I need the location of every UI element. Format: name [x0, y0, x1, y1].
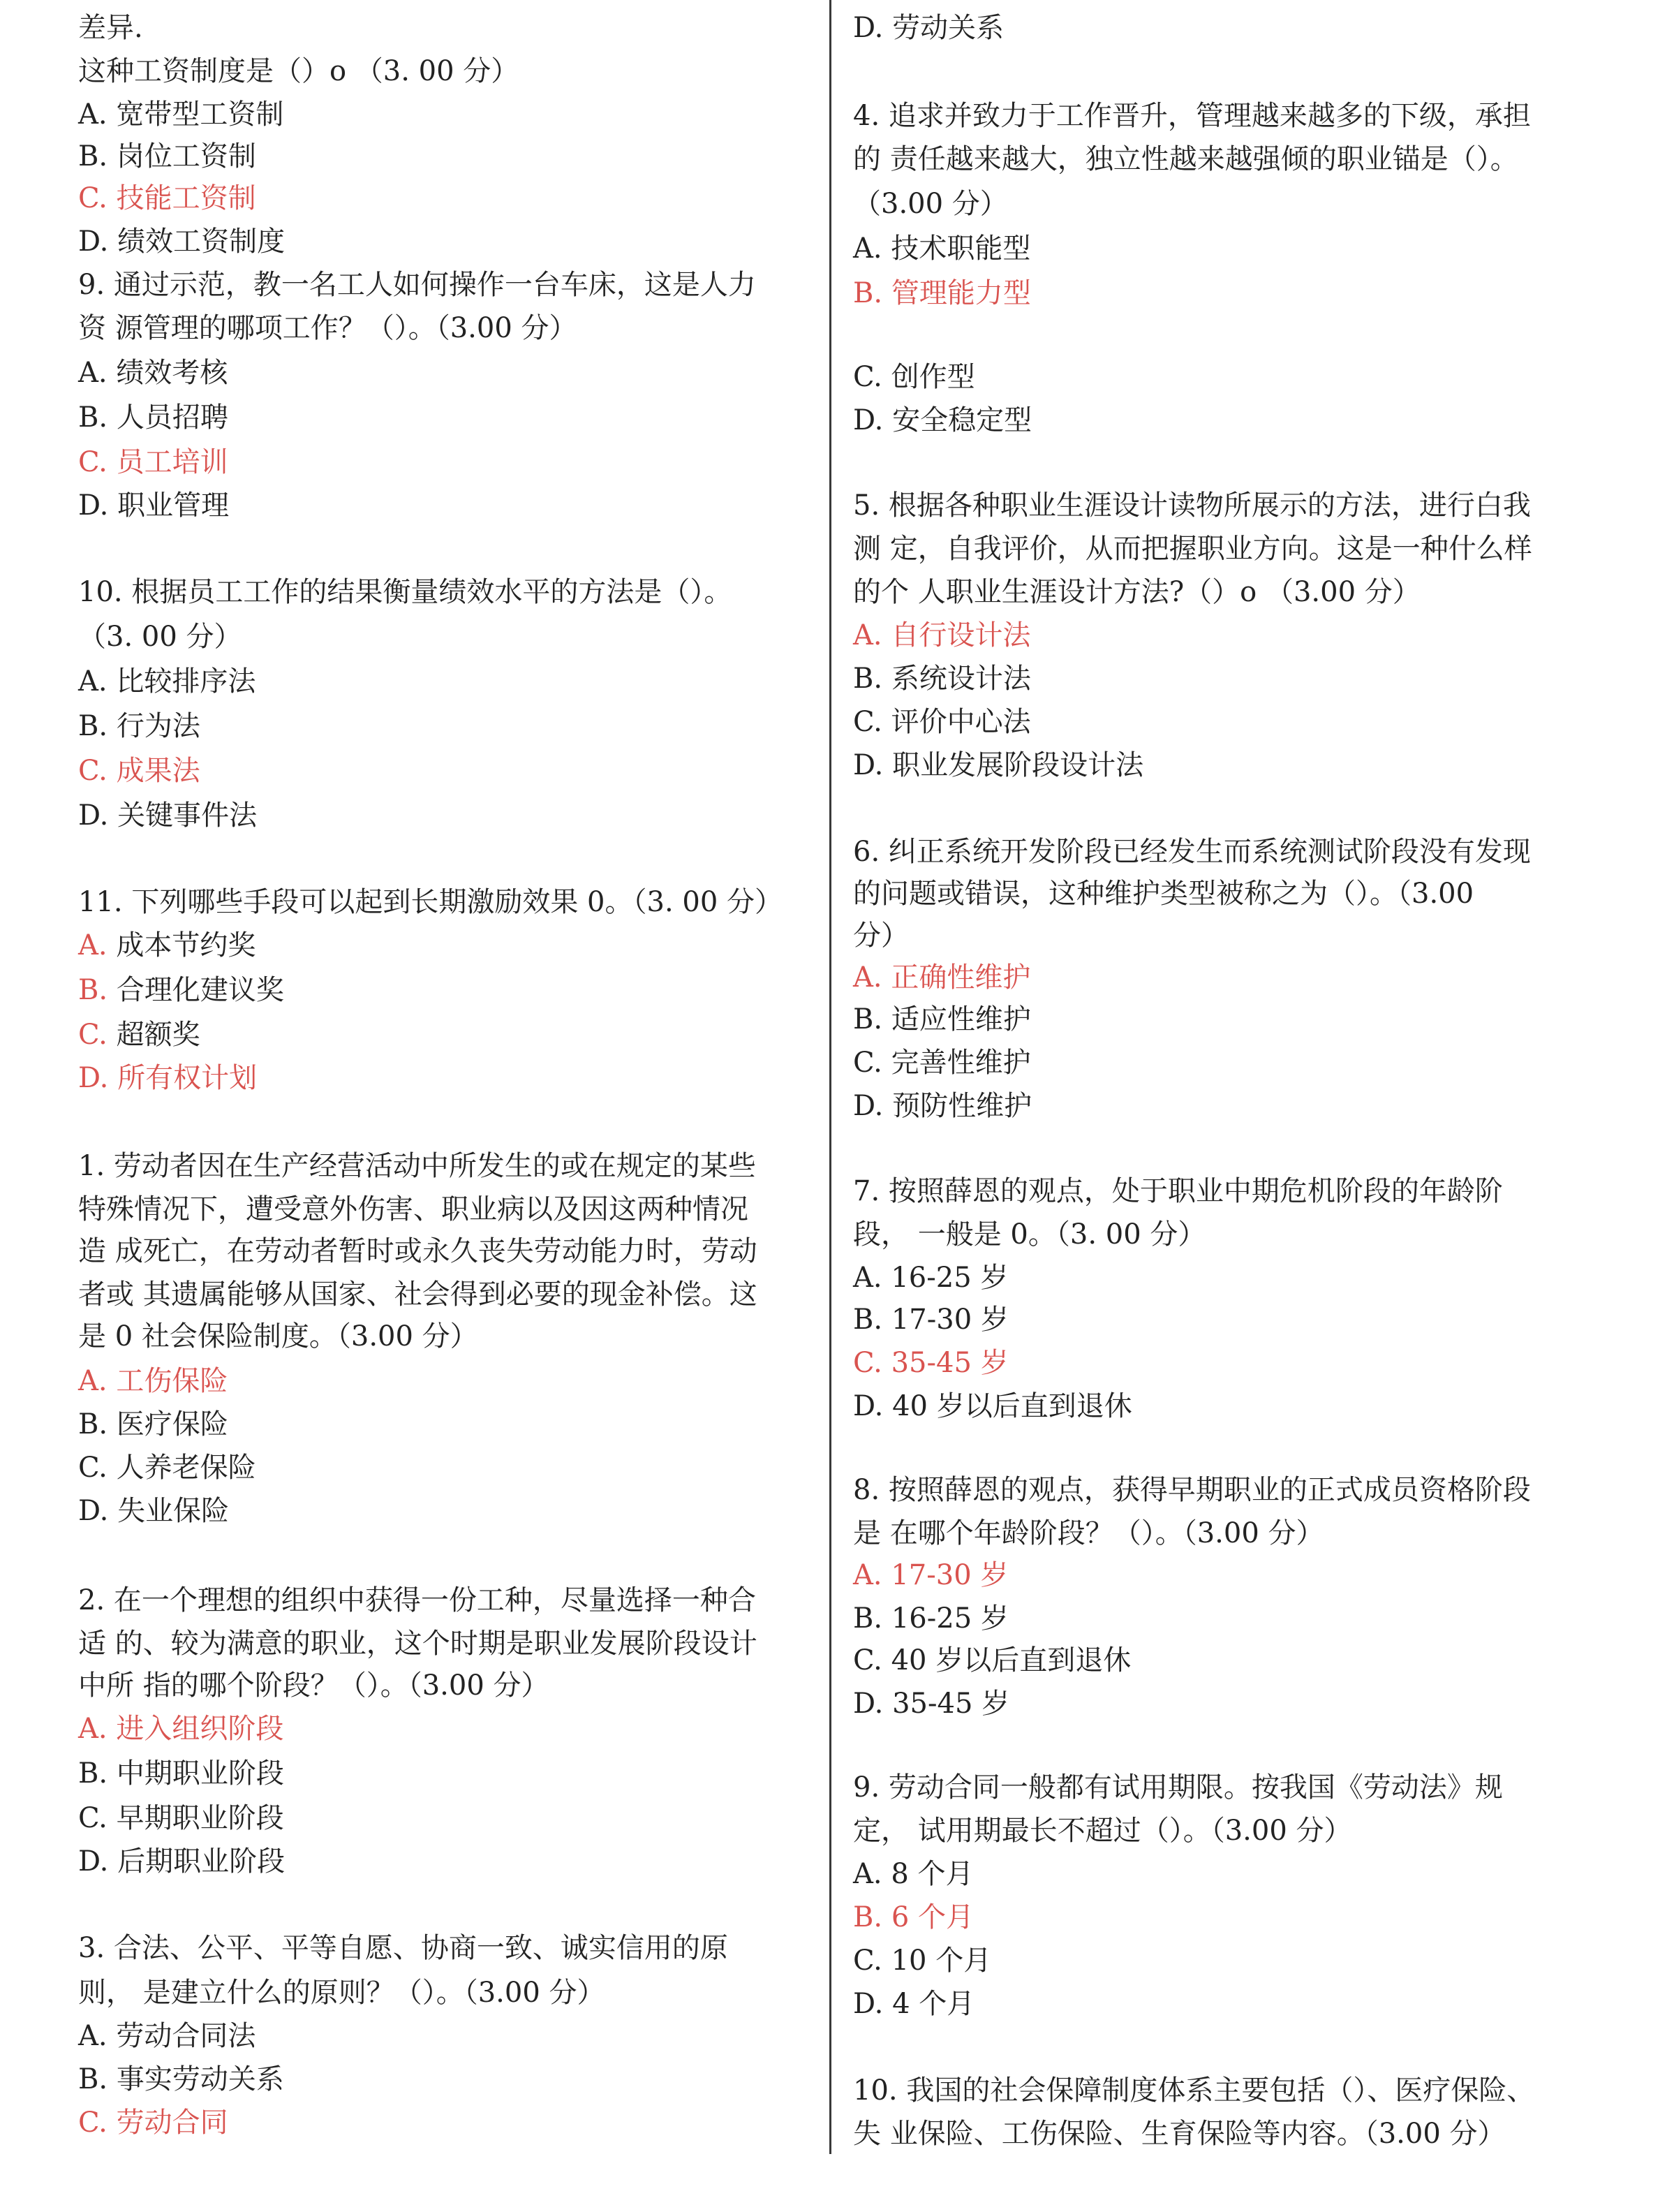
answer-option: [853, 1089, 1032, 1123]
answer-option: [78, 973, 284, 1007]
line-text: 9. 劳动合同一般都有试用期限。按我国《劳动法》规: [853, 1771, 1503, 1804]
line-text: 10. 我国的社会保障制度体系主要包括（）、医疗保险、: [853, 2074, 1535, 2107]
option-letter: B.: [78, 140, 117, 172]
line-text: 差异.: [78, 12, 143, 44]
option-text: 系统设计法: [891, 663, 1031, 695]
column-divider: [829, 0, 831, 2154]
option-text: 管理能力型: [891, 277, 1031, 309]
option-text: 比较排序法: [116, 665, 256, 698]
answer-option: [78, 665, 255, 698]
line-text: 5. 根据各种职业生涯设计读物所展示的方法，进行白我: [853, 489, 1531, 522]
option-text: 完善性维护: [891, 1047, 1031, 1079]
question-text: [78, 268, 756, 302]
answer-option: [78, 2019, 255, 2053]
line-text: 中所 指的哪个阶段？（）。（3.00 分）: [78, 1669, 549, 1702]
option-text: 关键事件法: [117, 799, 258, 832]
option-text: 绩效考核: [116, 357, 228, 389]
answer-option: [78, 1494, 229, 1528]
answer-option: [853, 1303, 1009, 1336]
option-letter: A.: [853, 233, 891, 265]
option-letter: A.: [78, 1713, 117, 1745]
question-text: [78, 311, 577, 345]
answer-option: [78, 1364, 228, 1398]
option-text: 预防性维护: [892, 1090, 1032, 1122]
option-letter: D.: [853, 12, 893, 44]
option-text: 早期职业阶段: [116, 1802, 284, 1834]
answer-option: [78, 2106, 228, 2139]
answer-option: [78, 356, 228, 390]
option-letter: D.: [853, 1390, 893, 1422]
line-text: 3. 合法、公平、平等自愿、协商一致、诚实信用的原: [78, 1932, 728, 1964]
answer-option: [78, 182, 256, 215]
line-text: 是 在哪个年龄阶段？（）。（3.00 分）: [853, 1517, 1324, 1549]
option-letter: B.: [853, 1003, 891, 1035]
answer-option: [853, 705, 1031, 739]
line-text: 定， 试用期最长不超过（）。（3.00 分）: [853, 1815, 1352, 1847]
line-text: 则， 是建立什么的原则？（）。（3.00 分）: [78, 1977, 605, 2009]
answer-option: [78, 1845, 285, 1878]
option-text: 8 个月: [891, 1858, 974, 1890]
option-text: 人养老保险: [116, 1452, 256, 1484]
option-text: 自行设计法: [891, 619, 1031, 651]
question-text: [853, 2074, 1534, 2107]
option-text: 合理化建议奖: [116, 974, 284, 1006]
option-text: 中期职业阶段: [116, 1757, 284, 1790]
line-text: 的 责任越来越大，独立性越来越强倾的职业锚是（）。: [853, 143, 1518, 175]
line-text: 10. 根据员工工作的结果衡量绩效水平的方法是（）。: [78, 576, 732, 608]
question-text: [78, 1931, 728, 1965]
line-text: 8. 按照薛恩的观点，获得早期职业的正式成员资格阶段: [853, 1474, 1531, 1506]
line-text: 资 源管理的哪项工作？（）。（3.00 分）: [78, 312, 577, 344]
option-letter: D.: [78, 1062, 118, 1094]
answer-option: [853, 360, 975, 394]
option-letter: D.: [853, 404, 893, 436]
answer-option: [853, 1987, 975, 2021]
answer-option: [853, 11, 1004, 45]
option-letter: C.: [853, 706, 891, 738]
option-text: 后期职业阶段: [117, 1845, 286, 1878]
option-letter: A.: [853, 961, 891, 994]
answer-option: [853, 1857, 974, 1891]
question-text: [853, 532, 1532, 566]
line-text: 11. 下列哪些手段可以起到长期激励效果 0。（3. 00 分）: [78, 886, 783, 918]
option-letter: D.: [853, 1688, 893, 1720]
option-letter: C.: [853, 1047, 891, 1079]
option-text: 17-30 岁: [891, 1304, 1009, 1336]
option-letter: A.: [78, 1365, 117, 1397]
question-text: [853, 1517, 1324, 1550]
question-text: [853, 489, 1531, 522]
answer-option: [78, 445, 228, 479]
option-letter: C.: [853, 361, 891, 393]
option-letter: A.: [78, 357, 117, 389]
question-text: [853, 1218, 1206, 1251]
option-text: 16-25 岁: [891, 1602, 1009, 1635]
line-text: 2. 在一个理想的组织中获得一份工种，尽量选择一种合: [78, 1584, 756, 1616]
line-text: （3.00 分）: [853, 188, 1008, 220]
answer-option: [853, 232, 1030, 265]
line-text: 段， 一般是 0。（3. 00 分）: [853, 1218, 1206, 1251]
option-text: 技术职能型: [891, 233, 1031, 265]
option-letter: C.: [78, 755, 117, 787]
answer-option: [78, 1451, 256, 1484]
option-text: 技能工资制: [116, 182, 256, 214]
answer-option: [853, 619, 1030, 652]
question-text: [853, 1473, 1531, 1507]
option-text: 适应性维护: [891, 1003, 1031, 1035]
answer-option: [853, 1389, 1132, 1423]
line-text: 失 业保险、工伤保险、生育保险等内容。（3.00 分）: [853, 2118, 1506, 2150]
answer-option: [78, 1018, 200, 1052]
option-letter: B.: [78, 974, 117, 1006]
option-text: 医疗保险: [116, 1408, 228, 1440]
answer-option: [853, 1944, 991, 1977]
option-letter: B.: [78, 2063, 117, 2095]
option-letter: D.: [78, 226, 118, 258]
option-text: 事实劳动关系: [116, 2063, 284, 2095]
option-text: 安全稳定型: [892, 404, 1032, 436]
answer-option: [78, 1757, 284, 1790]
answer-option: [78, 225, 285, 258]
option-letter: D.: [853, 1988, 893, 2020]
option-letter: A.: [78, 2020, 117, 2052]
option-text: 超额奖: [116, 1019, 200, 1051]
option-text: 行为法: [116, 710, 200, 742]
question-text: [78, 1234, 757, 1268]
option-letter: C.: [78, 182, 117, 214]
answer-option: [78, 1801, 284, 1835]
answer-option: [78, 929, 255, 962]
answer-option: [78, 489, 229, 522]
option-text: 员工培训: [116, 446, 228, 478]
option-text: 成本节约奖: [116, 929, 256, 961]
option-text: 10 个月: [891, 1945, 992, 1977]
option-text: 35-45 岁: [892, 1688, 1010, 1720]
answer-option: [78, 1061, 257, 1095]
question-text: [853, 919, 909, 952]
question-text: [853, 575, 1421, 609]
line-text: 这种工资制度是（）o （3. 00 分）: [78, 55, 519, 87]
option-letter: C.: [78, 1802, 117, 1834]
line-text: 是 0 社会保险制度。（3.00 分）: [78, 1320, 478, 1352]
option-letter: B.: [78, 1757, 117, 1790]
answer-option: [78, 98, 283, 131]
option-text: 17-30 岁: [891, 1559, 1009, 1591]
question-text: [78, 54, 519, 88]
option-letter: B.: [853, 277, 891, 309]
answer-option: [853, 1346, 1009, 1380]
question-text: [78, 1278, 757, 1311]
option-text: 宽带型工资制: [116, 98, 284, 131]
answer-option: [78, 401, 228, 434]
answer-option: [78, 2063, 284, 2096]
option-letter: B.: [853, 1901, 891, 1933]
option-letter: A.: [78, 98, 117, 131]
answer-option: [853, 1687, 1009, 1720]
line-text: 7. 按照薛恩的观点，处于职业中期危机阶段的年龄阶: [853, 1175, 1503, 1207]
option-letter: C.: [78, 1452, 117, 1484]
question-text: [853, 99, 1531, 133]
option-letter: D.: [78, 1845, 118, 1878]
line-text: 1. 劳动者因在生产经营活动中所发生的或在规定的某些: [78, 1150, 756, 1182]
question-text: [78, 620, 242, 654]
option-text: 进入组织阶段: [116, 1713, 284, 1745]
answer-option: [853, 961, 1030, 994]
question-text: [853, 187, 1008, 221]
line-text: 的个 人职业生涯设计方法?（）o （3.00 分）: [853, 576, 1421, 608]
option-text: 职业发展阶段设计法: [892, 749, 1144, 781]
line-text: 9. 通过示范，教一名工人如何操作一台车床，这是人力: [78, 269, 756, 301]
option-letter: A.: [853, 1559, 891, 1591]
option-letter: A.: [853, 1858, 891, 1890]
answer-option: [853, 1261, 1008, 1295]
question-text: [853, 877, 1474, 910]
option-text: 所有权计划: [117, 1062, 258, 1094]
option-text: 职业管理: [117, 489, 230, 522]
question-text: [853, 1814, 1352, 1848]
option-letter: B.: [853, 1602, 891, 1635]
question-text: [78, 575, 732, 609]
option-text: 6 个月: [891, 1901, 974, 1933]
option-letter: B.: [853, 1304, 891, 1336]
option-text: 劳动合同: [116, 2107, 228, 2139]
option-letter: D.: [853, 1090, 893, 1122]
option-letter: C.: [853, 1945, 891, 1977]
option-text: 岗位工资制: [116, 140, 256, 172]
answer-option: [78, 754, 200, 788]
option-letter: A.: [853, 619, 891, 651]
option-letter: D.: [78, 1495, 118, 1527]
option-text: 4 个月: [892, 1988, 975, 2020]
option-text: 绩效工资制度: [117, 226, 286, 258]
question-text: [78, 1976, 605, 2010]
answer-option: [78, 799, 257, 832]
option-letter: A.: [78, 929, 117, 961]
question-text: [853, 1771, 1503, 1804]
question-text: [78, 1193, 748, 1226]
option-text: 人员招聘: [116, 401, 228, 434]
option-text: 成果法: [116, 755, 200, 787]
option-text: 正确性维护: [891, 961, 1031, 994]
option-letter: A.: [78, 665, 117, 698]
option-text: 40 岁以后直到退休: [892, 1390, 1132, 1422]
answer-option: [853, 1644, 1131, 1677]
option-text: 劳动合同法: [116, 2020, 256, 2052]
option-text: 35-45 岁: [891, 1347, 1009, 1379]
answer-option: [78, 709, 200, 743]
option-letter: A.: [853, 1262, 891, 1294]
line-text: 6. 纠正系统开发阶段已经发生而系统测试阶段没有发现: [853, 836, 1531, 868]
answer-option: [853, 1558, 1008, 1592]
option-letter: B.: [78, 710, 117, 742]
option-text: 16-25 岁: [891, 1262, 1009, 1294]
line-text: 测 定，自我评价，从而把握职业方向。这是一种什么样: [853, 533, 1532, 565]
answer-option: [78, 140, 256, 173]
question-text: [853, 835, 1531, 869]
answer-option: [853, 1046, 1031, 1079]
option-text: 工伤保险: [116, 1365, 228, 1397]
line-text: 的问题或错误，这种维护类型被称之为（）。（3.00: [853, 878, 1474, 910]
answer-option: [853, 749, 1143, 782]
question-text: [78, 1149, 756, 1183]
question-text: [78, 11, 143, 45]
line-text: 适 的、较为满意的职业，这个时期是职业发展阶段设计: [78, 1628, 757, 1660]
option-letter: B.: [78, 1408, 117, 1440]
answer-option: [853, 276, 1031, 310]
answer-option: [853, 404, 1032, 437]
option-letter: C.: [78, 1019, 117, 1051]
question-text: [853, 142, 1518, 176]
option-letter: C.: [78, 2107, 117, 2139]
option-text: 创作型: [891, 361, 975, 393]
answer-option: [78, 1712, 283, 1746]
answer-option: [853, 1901, 974, 1934]
line-text: 者或 其遗属能够从国家、社会得到必要的现金补偿。这: [78, 1278, 757, 1311]
answer-option: [853, 1602, 1009, 1635]
question-text: [78, 1669, 549, 1702]
option-letter: D.: [853, 749, 893, 781]
option-letter: D.: [78, 489, 118, 522]
line-text: 4. 追求并致力于工作晋升，管理越来越多的下级，承担: [853, 100, 1531, 132]
option-text: 劳动关系: [892, 12, 1005, 44]
line-text: 造 成死亡，在劳动者暂时或永久丧失劳动能力时，劳动: [78, 1235, 757, 1267]
option-letter: B.: [853, 663, 891, 695]
option-letter: C.: [853, 1644, 891, 1676]
question-text: [853, 1174, 1503, 1208]
answer-option: [78, 1408, 228, 1441]
option-text: 评价中心法: [891, 706, 1031, 738]
option-letter: B.: [78, 401, 117, 434]
answer-option: [853, 1003, 1031, 1036]
question-text: [78, 1627, 757, 1660]
question-text: [78, 1320, 478, 1353]
line-text: 分）: [853, 920, 909, 952]
option-letter: C.: [78, 446, 117, 478]
line-text: 特殊情况下，遭受意外伤害、职业病以及因这两种情况: [78, 1193, 748, 1225]
question-text: [78, 1584, 756, 1617]
question-text: [853, 2117, 1506, 2151]
option-text: 40 岁以后直到退休: [891, 1644, 1132, 1676]
question-text: [78, 885, 783, 919]
answer-option: [853, 662, 1031, 695]
option-letter: D.: [78, 799, 118, 832]
option-text: 失业保险: [117, 1495, 230, 1527]
line-text: （3. 00 分）: [78, 621, 242, 653]
option-letter: C.: [853, 1347, 891, 1379]
